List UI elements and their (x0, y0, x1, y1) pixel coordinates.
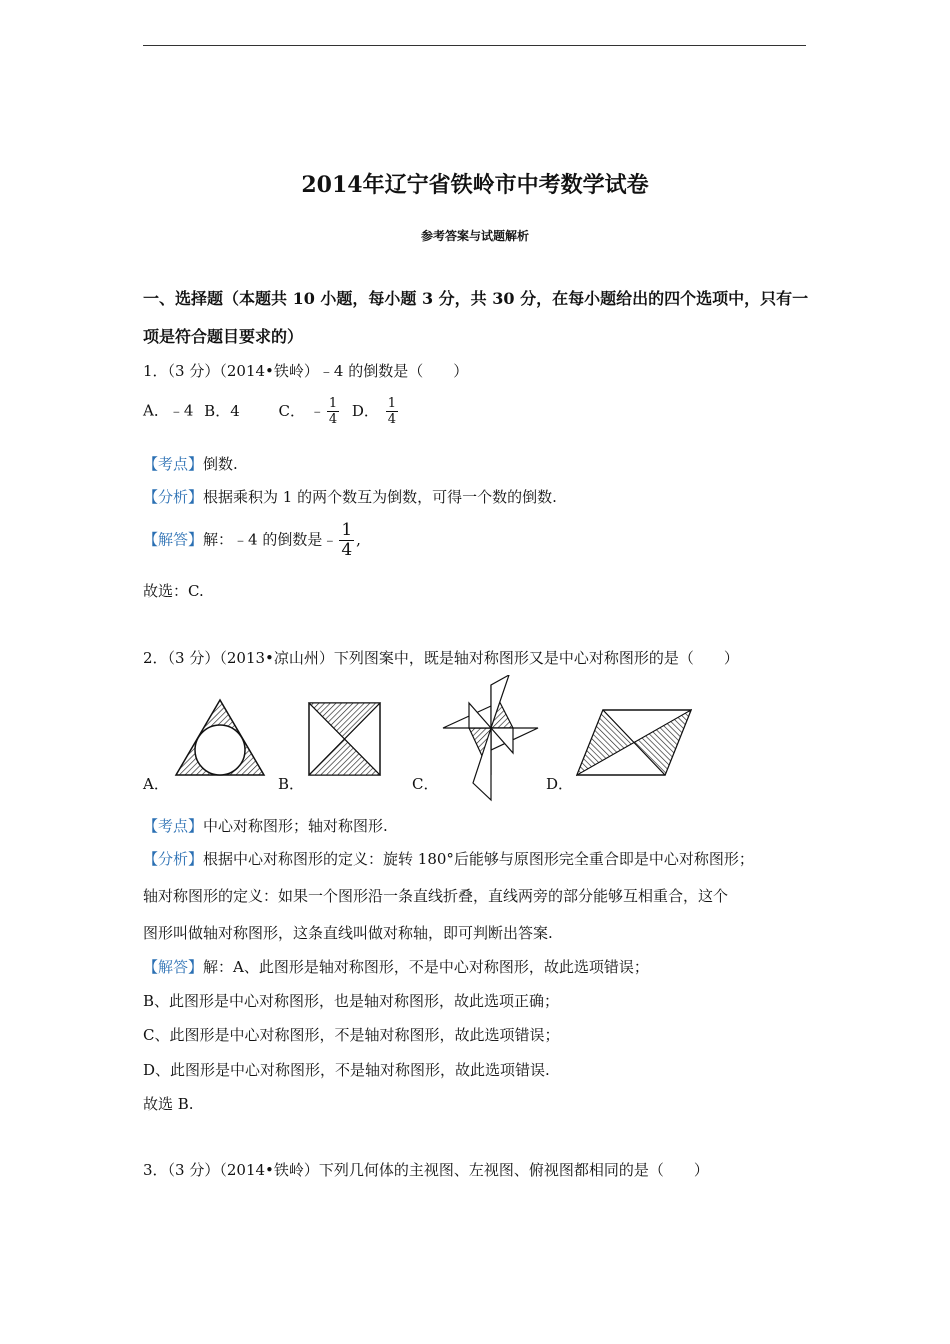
q2-jieda-line4: D、此图形是中心对称图形，不是轴对称图形，故此选项错误. (143, 1061, 550, 1079)
figure-a-triangle-circle (176, 700, 264, 775)
q1-fenxi (143, 486, 557, 507)
q2-fenxi (143, 848, 754, 869)
q2-fenxi-line2: 轴对称图形的定义：如果一个图形沿一条直线折叠，直线两旁的部分能够互相重合，这个 (143, 887, 729, 905)
header-rule (143, 45, 806, 46)
q1-jieda-fraction: $\frac{1}{4}$ (341, 520, 353, 560)
q2-label-b: B． (278, 775, 305, 793)
q2-jieda-line2: B、此图形是中心对称图形，也是轴对称图形，故此选项正确； (143, 992, 560, 1010)
page-subtitle: 参考答案与试题解析 (420, 229, 529, 243)
q2-stem: 2．（3 分）（2013•凉山州）下列图案中，既是轴对称图形又是中心对称图形的是（ ） (143, 649, 739, 667)
q2-kaodian (143, 815, 388, 836)
page-title: 2014年辽宁省铁岭市中考数学试卷 (301, 172, 649, 198)
q1-option-c-fraction: $\frac{1}{4}$ (328, 396, 338, 427)
jieda-tag: 【解答】 (143, 530, 204, 549)
q1-option-d: D． (351, 401, 379, 420)
section-heading (143, 280, 813, 356)
figure-c-pinwheel (443, 675, 538, 800)
q1-option-a: A．﹣4 (143, 401, 194, 420)
q2-label-c: C． (412, 775, 439, 793)
q2-label-a: A． (143, 775, 169, 793)
q1-option-b: B．4 (204, 401, 240, 420)
q2-fenxi-text-1: 根据中心对称图形的定义：旋转 180°后能够与原图形完全重合即是中心对称图形； (203, 850, 754, 868)
q3-stem: 3．（3 分）（2014•铁岭）下列几何体的主视图、左视图、俯视图都相同的是（ ） (143, 1161, 709, 1179)
q2-kaodian-text: 中心对称图形；轴对称图形. (203, 817, 388, 835)
kaodian-tag: 【考点】 (143, 455, 204, 473)
q1-kaodian (143, 453, 238, 474)
q2-jieda-line3: C、此图形是中心对称图形，不是轴对称图形，故此选项错误； (143, 1026, 560, 1044)
q1-stem: 1．（3 分）（2014•铁岭）﹣4 的倒数是（ ） (143, 362, 469, 380)
q1-option-c-minus: ﹣ (309, 401, 325, 420)
q1-kaodian-text: 倒数. (203, 455, 238, 473)
jieda-tag: 【解答】 (143, 958, 204, 976)
q2-jieda-text-1: 解：A、此图形是轴对称图形，不是中心对称图形，故此选项错误； (203, 958, 649, 976)
q1-jieda-suffix: , (356, 530, 361, 549)
section-heading-line2: 项是符合题目要求的） (143, 327, 304, 346)
q2-jieda (143, 956, 649, 977)
q1-jieda (143, 522, 361, 559)
fenxi-tag: 【分析】 (143, 488, 204, 506)
fenxi-tag: 【分析】 (143, 850, 204, 868)
q1-jieda-text: 解：﹣4 的倒数是﹣ (203, 530, 338, 549)
q2-fenxi-line3: 图形叫做轴对称图形，这条直线叫做对称轴，即可判断出答案. (143, 924, 553, 942)
q1-options (143, 397, 400, 426)
section-heading-line1: 一、选择题（本题共 10 小题，每小题 3 分，共 30 分，在每小题给出的四个选项中，只有一 (143, 289, 809, 308)
kaodian-tag: 【考点】 (143, 817, 204, 835)
q1-conclusion: 故选：C. (143, 582, 204, 600)
q2-label-d: D． (546, 775, 574, 793)
q1-option-d-fraction: $\frac{1}{4}$ (387, 396, 396, 427)
figure-d-parallelogram (577, 710, 691, 775)
q1-fenxi-text: 根据乘积为 1 的两个数互为倒数，可得一个数的倒数. (203, 488, 557, 506)
figure-b-square-hourglass (309, 703, 380, 775)
q1-option-c: C． (278, 401, 306, 420)
q2-conclusion: 故选 B. (143, 1095, 194, 1113)
